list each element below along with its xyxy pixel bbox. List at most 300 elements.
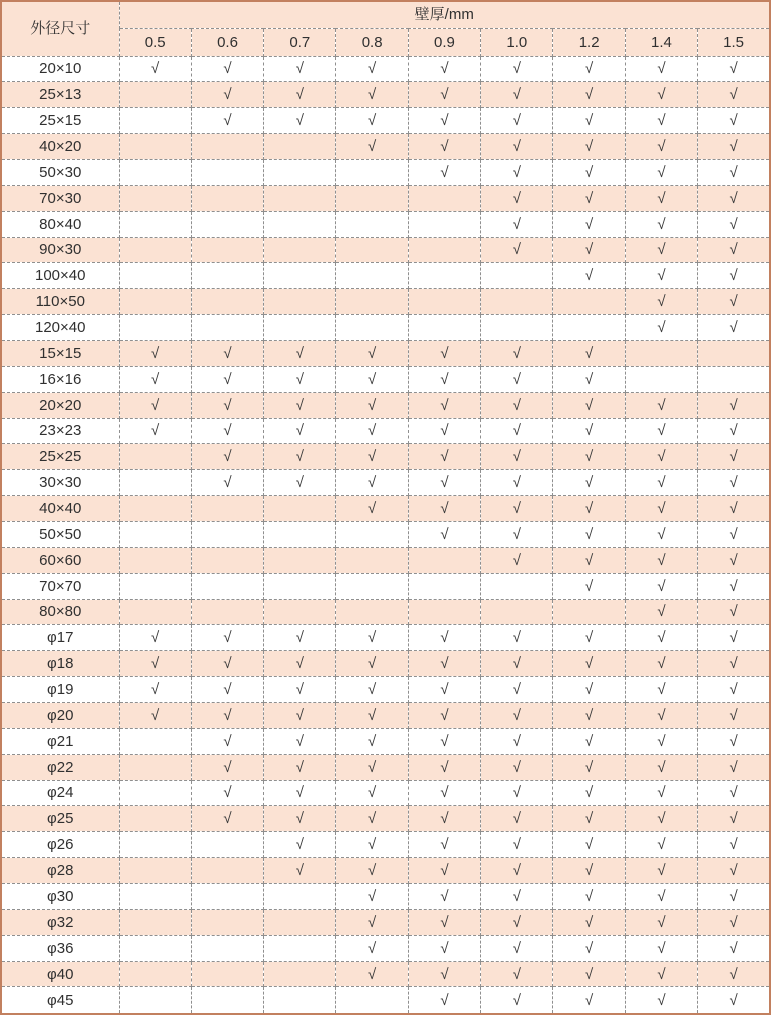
empty-cell — [264, 289, 336, 315]
check-cell: √ — [481, 625, 553, 651]
empty-cell — [191, 573, 263, 599]
empty-cell — [408, 185, 480, 211]
check-cell: √ — [625, 521, 697, 547]
check-cell: √ — [336, 444, 408, 470]
check-cell: √ — [336, 702, 408, 728]
check-cell: √ — [264, 82, 336, 108]
size-cell: 60×60 — [1, 547, 119, 573]
check-cell: √ — [336, 651, 408, 677]
table-row — [1, 470, 770, 496]
size-cell: 70×30 — [1, 185, 119, 211]
check-cell: √ — [408, 884, 480, 910]
empty-cell — [481, 289, 553, 315]
table-row — [1, 418, 770, 444]
empty-cell — [119, 263, 191, 289]
empty-cell — [119, 108, 191, 134]
empty-cell — [119, 159, 191, 185]
empty-cell — [553, 599, 625, 625]
empty-cell — [625, 340, 697, 366]
empty-cell — [119, 185, 191, 211]
check-cell: √ — [481, 884, 553, 910]
check-cell: √ — [408, 754, 480, 780]
check-cell: √ — [698, 702, 770, 728]
check-cell: √ — [191, 651, 263, 677]
check-cell: √ — [264, 366, 336, 392]
empty-cell — [336, 263, 408, 289]
check-cell: √ — [336, 935, 408, 961]
size-cell: 50×30 — [1, 159, 119, 185]
check-cell: √ — [191, 625, 263, 651]
empty-cell — [336, 185, 408, 211]
size-cell: 15×15 — [1, 340, 119, 366]
table-row — [1, 289, 770, 315]
check-cell: √ — [191, 702, 263, 728]
check-cell: √ — [625, 702, 697, 728]
empty-cell — [119, 884, 191, 910]
check-cell: √ — [408, 444, 480, 470]
size-cell: φ30 — [1, 884, 119, 910]
check-cell: √ — [698, 263, 770, 289]
size-cell: 100×40 — [1, 263, 119, 289]
check-cell: √ — [698, 108, 770, 134]
check-cell: √ — [553, 547, 625, 573]
check-cell: √ — [481, 159, 553, 185]
check-cell: √ — [698, 573, 770, 599]
thickness-col-header: 1.4 — [625, 28, 697, 56]
thickness-col-header: 1.2 — [553, 28, 625, 56]
check-cell: √ — [264, 444, 336, 470]
size-cell: 23×23 — [1, 418, 119, 444]
check-cell: √ — [553, 444, 625, 470]
empty-cell — [119, 444, 191, 470]
table-row — [1, 496, 770, 522]
check-cell: √ — [191, 470, 263, 496]
empty-cell — [264, 263, 336, 289]
check-cell: √ — [553, 780, 625, 806]
size-cell: 30×30 — [1, 470, 119, 496]
empty-cell — [191, 521, 263, 547]
empty-cell — [119, 547, 191, 573]
size-cell: 40×40 — [1, 496, 119, 522]
check-cell: √ — [481, 858, 553, 884]
empty-cell — [336, 987, 408, 1014]
empty-cell — [119, 754, 191, 780]
check-cell: √ — [336, 418, 408, 444]
size-cell: φ36 — [1, 935, 119, 961]
check-cell: √ — [336, 832, 408, 858]
empty-cell — [264, 573, 336, 599]
empty-cell — [408, 263, 480, 289]
empty-cell — [119, 289, 191, 315]
check-cell: √ — [336, 677, 408, 703]
check-cell: √ — [553, 702, 625, 728]
empty-cell — [698, 366, 770, 392]
check-cell: √ — [698, 521, 770, 547]
check-cell: √ — [553, 961, 625, 987]
check-cell: √ — [408, 134, 480, 160]
check-cell: √ — [625, 909, 697, 935]
empty-cell — [191, 858, 263, 884]
check-cell: √ — [553, 625, 625, 651]
check-cell: √ — [481, 185, 553, 211]
check-cell: √ — [191, 108, 263, 134]
check-cell: √ — [481, 444, 553, 470]
empty-cell — [336, 573, 408, 599]
check-cell: √ — [336, 780, 408, 806]
empty-cell — [119, 987, 191, 1014]
empty-cell — [191, 547, 263, 573]
check-cell: √ — [481, 728, 553, 754]
check-cell: √ — [481, 82, 553, 108]
check-cell: √ — [625, 987, 697, 1014]
check-cell: √ — [408, 625, 480, 651]
check-cell: √ — [408, 418, 480, 444]
check-cell: √ — [481, 134, 553, 160]
group-header-cell: 壁厚/mm — [119, 1, 770, 28]
table-row — [1, 599, 770, 625]
check-cell: √ — [264, 108, 336, 134]
size-cell: φ24 — [1, 780, 119, 806]
table-row — [1, 651, 770, 677]
empty-cell — [191, 987, 263, 1014]
check-cell: √ — [553, 237, 625, 263]
check-cell: √ — [698, 134, 770, 160]
group-header-row — [1, 1, 770, 28]
check-cell: √ — [408, 702, 480, 728]
empty-cell — [264, 987, 336, 1014]
empty-cell — [336, 211, 408, 237]
size-cell: φ18 — [1, 651, 119, 677]
empty-cell — [191, 315, 263, 341]
check-cell: √ — [553, 340, 625, 366]
size-cell: φ20 — [1, 702, 119, 728]
check-cell: √ — [336, 56, 408, 82]
check-cell: √ — [698, 56, 770, 82]
check-cell: √ — [698, 909, 770, 935]
check-cell: √ — [625, 961, 697, 987]
check-cell: √ — [408, 521, 480, 547]
empty-cell — [191, 289, 263, 315]
table-row — [1, 82, 770, 108]
check-cell: √ — [481, 702, 553, 728]
check-cell: √ — [553, 573, 625, 599]
thickness-col-header: 1.5 — [698, 28, 770, 56]
check-cell: √ — [408, 987, 480, 1014]
check-cell: √ — [264, 806, 336, 832]
table-row — [1, 366, 770, 392]
check-cell: √ — [625, 392, 697, 418]
empty-cell — [119, 315, 191, 341]
size-cell: 20×20 — [1, 392, 119, 418]
check-cell: √ — [191, 366, 263, 392]
check-cell: √ — [191, 392, 263, 418]
check-cell: √ — [191, 82, 263, 108]
check-cell: √ — [119, 677, 191, 703]
check-cell: √ — [553, 56, 625, 82]
empty-cell — [264, 935, 336, 961]
empty-cell — [264, 496, 336, 522]
size-cell: 90×30 — [1, 237, 119, 263]
check-cell: √ — [698, 935, 770, 961]
empty-cell — [481, 315, 553, 341]
check-cell: √ — [698, 832, 770, 858]
empty-cell — [191, 496, 263, 522]
empty-cell — [336, 547, 408, 573]
check-cell: √ — [408, 56, 480, 82]
table-row — [1, 185, 770, 211]
check-cell: √ — [481, 961, 553, 987]
table-row — [1, 806, 770, 832]
empty-cell — [191, 134, 263, 160]
table-row — [1, 909, 770, 935]
check-cell: √ — [336, 366, 408, 392]
empty-cell — [408, 315, 480, 341]
check-cell: √ — [191, 340, 263, 366]
check-cell: √ — [336, 340, 408, 366]
check-cell: √ — [481, 366, 553, 392]
table-body — [1, 56, 770, 1014]
check-cell: √ — [553, 496, 625, 522]
check-cell: √ — [625, 82, 697, 108]
check-cell: √ — [408, 108, 480, 134]
check-cell: √ — [408, 935, 480, 961]
check-cell: √ — [191, 677, 263, 703]
check-cell: √ — [553, 366, 625, 392]
empty-cell — [264, 884, 336, 910]
check-cell: √ — [481, 56, 553, 82]
empty-cell — [264, 185, 336, 211]
check-cell: √ — [408, 82, 480, 108]
size-cell: φ25 — [1, 806, 119, 832]
empty-cell — [119, 470, 191, 496]
thickness-col-header: 0.7 — [264, 28, 336, 56]
check-cell: √ — [625, 185, 697, 211]
size-cell: 80×40 — [1, 211, 119, 237]
check-cell: √ — [553, 677, 625, 703]
empty-cell — [264, 159, 336, 185]
check-cell: √ — [625, 858, 697, 884]
size-cell: φ45 — [1, 987, 119, 1014]
check-cell: √ — [119, 702, 191, 728]
check-cell: √ — [408, 909, 480, 935]
empty-cell — [119, 806, 191, 832]
check-cell: √ — [264, 56, 336, 82]
empty-cell — [264, 599, 336, 625]
check-cell: √ — [698, 82, 770, 108]
check-cell: √ — [119, 392, 191, 418]
check-cell: √ — [625, 625, 697, 651]
check-cell: √ — [119, 418, 191, 444]
check-cell: √ — [481, 832, 553, 858]
check-cell: √ — [336, 470, 408, 496]
table-row — [1, 340, 770, 366]
check-cell: √ — [481, 780, 553, 806]
empty-cell — [408, 289, 480, 315]
empty-cell — [119, 780, 191, 806]
check-cell: √ — [408, 728, 480, 754]
table-row — [1, 625, 770, 651]
check-cell: √ — [625, 728, 697, 754]
thickness-col-header: 0.5 — [119, 28, 191, 56]
empty-cell — [119, 599, 191, 625]
check-cell: √ — [698, 547, 770, 573]
table-row — [1, 444, 770, 470]
empty-cell — [191, 159, 263, 185]
size-cell: φ26 — [1, 832, 119, 858]
size-cell: φ17 — [1, 625, 119, 651]
check-cell: √ — [481, 340, 553, 366]
check-cell: √ — [119, 651, 191, 677]
check-cell: √ — [191, 754, 263, 780]
empty-cell — [191, 832, 263, 858]
check-cell: √ — [191, 444, 263, 470]
check-cell: √ — [264, 858, 336, 884]
check-cell: √ — [553, 185, 625, 211]
check-cell: √ — [481, 418, 553, 444]
table-row — [1, 573, 770, 599]
check-cell: √ — [698, 806, 770, 832]
empty-cell — [119, 573, 191, 599]
check-cell: √ — [119, 340, 191, 366]
check-cell: √ — [698, 237, 770, 263]
check-cell: √ — [625, 935, 697, 961]
size-cell: φ40 — [1, 961, 119, 987]
check-cell: √ — [119, 56, 191, 82]
check-cell: √ — [625, 806, 697, 832]
table-row — [1, 702, 770, 728]
table-row — [1, 134, 770, 160]
check-cell: √ — [336, 961, 408, 987]
check-cell: √ — [481, 987, 553, 1014]
check-cell: √ — [625, 108, 697, 134]
empty-cell — [264, 547, 336, 573]
check-cell: √ — [336, 108, 408, 134]
table-row — [1, 987, 770, 1014]
check-cell: √ — [336, 82, 408, 108]
empty-cell — [191, 935, 263, 961]
check-cell: √ — [625, 677, 697, 703]
check-cell: √ — [264, 470, 336, 496]
table-row — [1, 935, 770, 961]
check-cell: √ — [481, 651, 553, 677]
size-cell: 25×25 — [1, 444, 119, 470]
empty-cell — [191, 185, 263, 211]
check-cell: √ — [625, 159, 697, 185]
check-cell: √ — [336, 858, 408, 884]
check-cell: √ — [191, 806, 263, 832]
empty-cell — [553, 289, 625, 315]
check-cell: √ — [698, 315, 770, 341]
check-cell: √ — [698, 185, 770, 211]
empty-cell — [119, 728, 191, 754]
table-row — [1, 521, 770, 547]
empty-cell — [408, 573, 480, 599]
empty-cell — [408, 599, 480, 625]
check-cell: √ — [698, 159, 770, 185]
check-cell: √ — [481, 470, 553, 496]
check-cell: √ — [698, 289, 770, 315]
table-row — [1, 547, 770, 573]
empty-cell — [336, 289, 408, 315]
empty-cell — [119, 909, 191, 935]
empty-cell — [408, 211, 480, 237]
empty-cell — [408, 237, 480, 263]
check-cell: √ — [698, 470, 770, 496]
check-cell: √ — [264, 651, 336, 677]
check-cell: √ — [553, 754, 625, 780]
empty-cell — [264, 211, 336, 237]
table-row — [1, 56, 770, 82]
empty-cell — [264, 961, 336, 987]
check-cell: √ — [553, 82, 625, 108]
check-cell: √ — [553, 211, 625, 237]
empty-cell — [119, 832, 191, 858]
check-cell: √ — [264, 728, 336, 754]
check-cell: √ — [336, 728, 408, 754]
empty-cell — [264, 134, 336, 160]
check-cell: √ — [481, 547, 553, 573]
thickness-col-header: 0.8 — [336, 28, 408, 56]
check-cell: √ — [625, 470, 697, 496]
check-cell: √ — [625, 547, 697, 573]
check-cell: √ — [481, 211, 553, 237]
check-cell: √ — [481, 754, 553, 780]
check-cell: √ — [698, 651, 770, 677]
check-cell: √ — [408, 961, 480, 987]
check-cell: √ — [408, 470, 480, 496]
check-cell: √ — [336, 909, 408, 935]
check-cell: √ — [481, 935, 553, 961]
size-cell: 40×20 — [1, 134, 119, 160]
empty-cell — [336, 315, 408, 341]
check-cell: √ — [336, 496, 408, 522]
empty-cell — [119, 237, 191, 263]
check-cell: √ — [553, 987, 625, 1014]
check-cell: √ — [408, 806, 480, 832]
check-cell: √ — [625, 496, 697, 522]
check-cell: √ — [553, 909, 625, 935]
check-cell: √ — [408, 677, 480, 703]
empty-cell — [191, 909, 263, 935]
check-cell: √ — [481, 521, 553, 547]
size-cell: 110×50 — [1, 289, 119, 315]
check-cell: √ — [408, 159, 480, 185]
check-cell: √ — [698, 211, 770, 237]
empty-cell — [336, 237, 408, 263]
check-cell: √ — [336, 754, 408, 780]
check-cell: √ — [553, 832, 625, 858]
check-cell: √ — [191, 418, 263, 444]
table-row — [1, 961, 770, 987]
size-cell: 25×13 — [1, 82, 119, 108]
table-row — [1, 315, 770, 341]
check-cell: √ — [191, 56, 263, 82]
check-cell: √ — [481, 496, 553, 522]
check-cell: √ — [336, 134, 408, 160]
check-cell: √ — [264, 418, 336, 444]
empty-cell — [119, 211, 191, 237]
check-cell: √ — [553, 935, 625, 961]
empty-cell — [625, 366, 697, 392]
check-cell: √ — [553, 651, 625, 677]
table-row — [1, 754, 770, 780]
check-cell: √ — [625, 315, 697, 341]
check-cell: √ — [336, 884, 408, 910]
check-cell: √ — [698, 728, 770, 754]
check-cell: √ — [625, 211, 697, 237]
check-cell: √ — [553, 134, 625, 160]
table-header — [1, 1, 770, 56]
